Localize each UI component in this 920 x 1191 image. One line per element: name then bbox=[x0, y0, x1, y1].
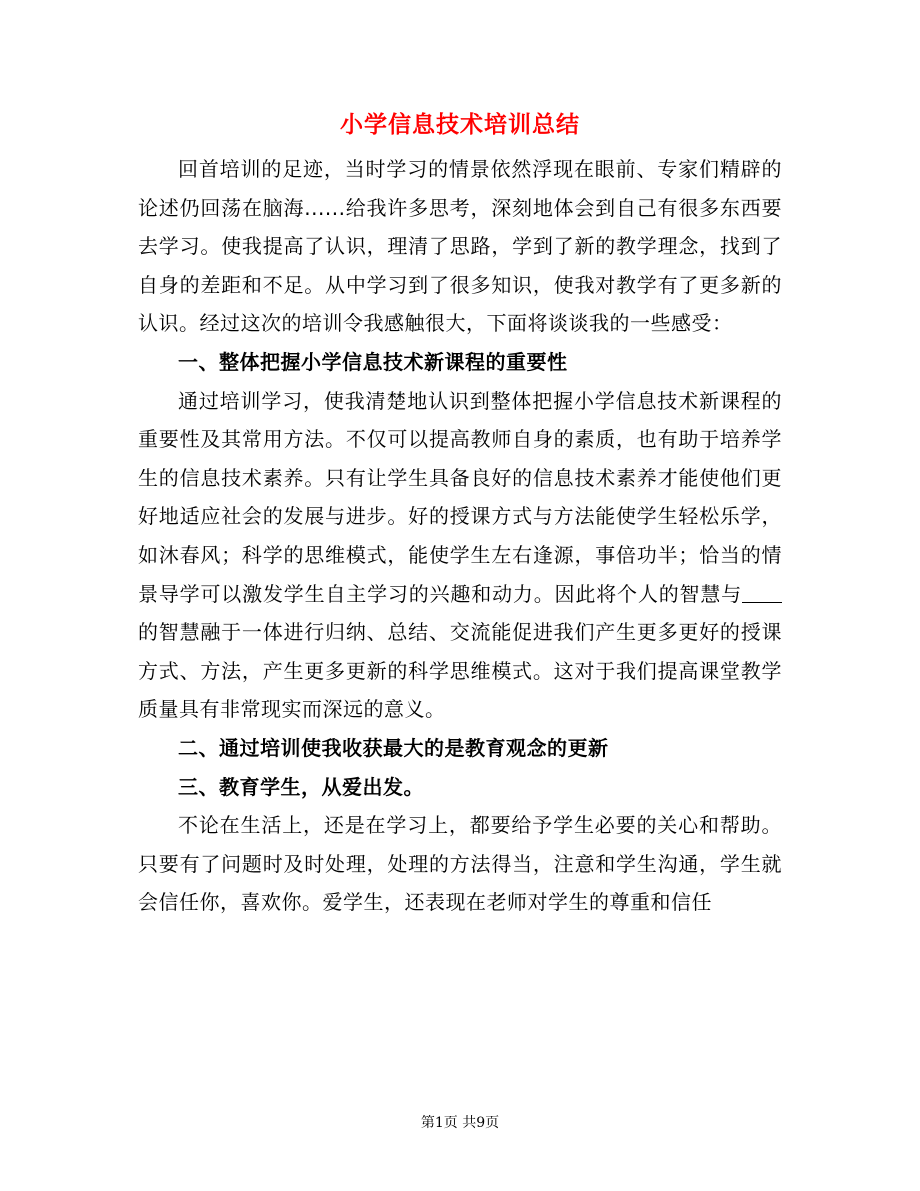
page-number-footer: 第1页 共9页 bbox=[420, 1115, 500, 1131]
fill-in-blank bbox=[742, 582, 782, 603]
intro-paragraph: 回首培训的足迹，当时学习的情景依然浮现在眼前、专家们精辟的论述仍回荡在脑海......给我许多思考，深刻地体会到自己有很多东西要去学习。使我提高了认识，理清了思路，学到了新的教学理念，找到了自身的差距和不足。从中学习到了很多知识，使我对教学有了更多新的认识。经过这次的培训令我感触很大，下面将谈谈我的一些感受： bbox=[138, 157, 782, 336]
section-1-paragraph bbox=[138, 382, 782, 729]
section-3-paragraph: 不论在生活上，还是在学习上，都要给予学生必要的关心和帮助。只要有了问题时及时处理，处理的方法得当，注意和学生沟通，学生就会信任你，喜欢你。爱学生，还表现在老师对学生的尊重和信任 bbox=[138, 813, 782, 915]
document-body bbox=[138, 150, 782, 922]
section-1-text-after-blank: 的智慧融于一体进行归纳、总结、交流能促进我们产生更多更好的授课方式、方法，产生更多更新的科学思维模式。这对于我们提高课堂教学质量具有非常现实而深远的意义。 bbox=[138, 620, 782, 722]
section-heading-1: 一、整体把握小学信息技术新课程的重要性 bbox=[178, 349, 568, 374]
section-heading-3: 三、教育学生，从爱出发。 bbox=[178, 774, 424, 799]
section-heading-2: 二、通过培训使我收获最大的是教育观念的更新 bbox=[178, 735, 609, 760]
section-1-text-before-blank: 通过培训学习，使我清楚地认识到整体把握小学信息技术新课程的重要性及其常用方法。不仅可以提高教师自身的素质，也有助于培养学生的信息技术素养。只有让学生具备良好的信息技术素养才能使他们更好地适应社会的发展与进步。好的授课方式与方法能使学生轻松乐学，如沐春风；科学的思维模式，能使学生左右逢源，事倍功半；恰当的情景导学可以激发学生自主学习的兴趣和动力。因此将个人的智慧与 bbox=[138, 388, 782, 606]
document-title: 小学信息技术培训总结 bbox=[340, 112, 580, 138]
